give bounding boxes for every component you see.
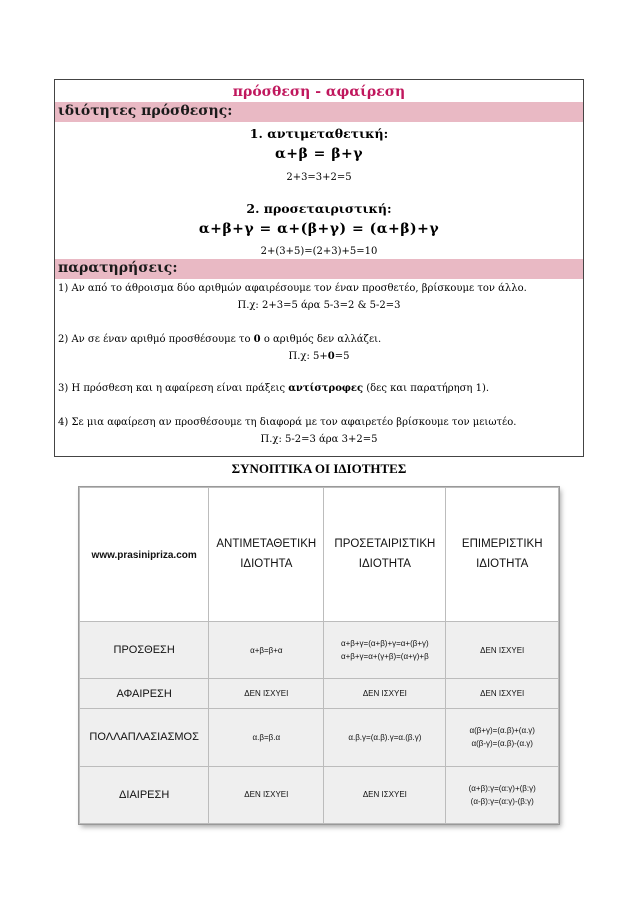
table-cell — [446, 766, 559, 823]
table-cell — [209, 621, 324, 678]
properties-table — [79, 487, 559, 824]
table-header-row — [80, 488, 559, 622]
cell-line: ΔΕΝ ΙΣΧΥΕΙ — [244, 790, 289, 800]
content-box — [54, 79, 584, 457]
column-header-1 — [209, 488, 324, 622]
column-header-line: ΙΔΙΟΤΗΤΑ — [240, 558, 293, 571]
associative-example: 2+(3+5)=(2+3)+5=10 — [260, 246, 378, 257]
remark-1-text: 1) Αν από το άθροισμα δύο αριθμών αφαιρέσουμε τον έναν προσθετέο, βρίσκουμε τον άλλο. — [58, 283, 527, 294]
remarks-heading-bar — [55, 259, 583, 279]
commutative-heading: 1. αντιμεταθετική: — [249, 126, 389, 141]
cell-line: ΔΕΝ ΙΣΧΥΕΙ — [362, 790, 407, 800]
table-cell — [209, 766, 324, 823]
cell-line: (α-β):γ=(α:γ)-(β:γ) — [470, 796, 534, 806]
table-cell — [324, 766, 446, 823]
commutative-formula: α+β = β+γ — [274, 146, 364, 162]
table-cell — [209, 709, 324, 766]
row-label: ΔΙΑΙΡΕΣΗ — [80, 766, 209, 823]
remark-2-text: 2) Αν σε έναν αριθμό προσθέσουμε το 0 ο αριθμός δεν αλλάζει. — [58, 334, 382, 345]
cell-line: α(β-γ)=(α.β)-(α.γ) — [471, 739, 533, 749]
cell-line: ΔΕΝ ΙΣΧΥΕΙ — [362, 689, 407, 699]
cell-line: α+β+γ=(α+β)+γ=α+(β+γ) — [340, 639, 429, 649]
table-row — [80, 679, 559, 709]
table-row — [80, 621, 559, 678]
site-label: www.prasinipriza.com — [91, 550, 197, 562]
remark-2-example: Π.χ: 5+0=5 — [288, 351, 350, 362]
cell-line: α(β+γ)=(α.β)+(α.γ) — [469, 726, 535, 736]
associative-formula: α+β+γ = α+(β+γ) = (α+β)+γ — [198, 221, 440, 237]
cell-line: α+β+γ=α+(γ+β)=(α+γ)+β — [340, 652, 429, 662]
row-label: ΠΡΟΣΘΕΣΗ — [80, 621, 209, 678]
column-header-line: ΕΠΙΜΕΡΙΣΤΙΚΗ — [461, 538, 543, 551]
table-cell — [324, 679, 446, 709]
column-header-3 — [446, 488, 559, 622]
column-header-line: ΙΔΙΟΤΗΤΑ — [476, 558, 529, 571]
summary-title: ΣΥΝΟΠΤΙΚΑ ΟΙ ΙΔΙΟΤΗΤΕΣ — [231, 461, 407, 476]
table-cell — [209, 679, 324, 709]
remarks-heading: παρατηρήσεις: — [58, 260, 178, 276]
row-label: ΠΟΛΛΑΠΛΑΣΙΑΣΜΟΣ — [80, 709, 209, 766]
associative-heading: 2. προσεταιριστική: — [246, 201, 392, 216]
row-label: ΑΦΑΙΡΕΣΗ — [80, 679, 209, 709]
cell-line: α.β=β.α — [252, 732, 281, 742]
properties-heading-bar — [55, 102, 583, 122]
table-cell — [324, 621, 446, 678]
cell-line: ΔΕΝ ΙΣΧΥΕΙ — [480, 645, 525, 655]
remark-4-text: 4) Σε μια αφαίρεση αν προσθέσουμε τη διαφορά με τον αφαιρετέο βρίσκουμε τον μειωτέο. — [58, 417, 517, 428]
table-cell — [324, 709, 446, 766]
cell-line: α.β.γ=(α.β).γ=α.(β.γ) — [348, 732, 422, 742]
column-header-line: ΠΡΟΣΕΤΑΙΡΙΣΤΙΚΗ — [334, 538, 436, 551]
cell-line: ΔΕΝ ΙΣΧΥΕΙ — [244, 689, 289, 699]
remark-4-example: Π.χ: 5-2=3 άρα 3+2=5 — [260, 434, 378, 445]
remark-1-example: Π.χ: 2+3=5 άρα 5-3=2 & 5-2=3 — [237, 300, 401, 311]
table-cell — [446, 679, 559, 709]
table-row — [80, 709, 559, 766]
page-title: πρόσθεση - αφαίρεση — [232, 84, 406, 100]
remark-3-text: 3) Η πρόσθεση και η αφαίρεση είναι πράξεις αντίστροφες (δες και παρατήρηση 1). — [58, 383, 490, 394]
column-header-2 — [324, 488, 446, 622]
commutative-example: 2+3=3+2=5 — [286, 172, 352, 183]
cell-line: ΔΕΝ ΙΣΧΥΕΙ — [480, 689, 525, 699]
cell-line: α+β=β+α — [250, 645, 283, 655]
column-header-line: ΙΔΙΟΤΗΤΑ — [358, 558, 411, 571]
properties-grid — [79, 487, 559, 824]
site-cell — [80, 488, 209, 622]
table-row — [80, 766, 559, 823]
column-header-line: ΑΝΤΙΜΕΤΑΘΕΤΙΚΗ — [216, 538, 317, 551]
cell-line: (α+β):γ=(α:γ)+(β:γ) — [468, 783, 536, 793]
table-cell — [446, 709, 559, 766]
table-cell — [446, 621, 559, 678]
properties-heading: ιδιότητες πρόσθεσης: — [58, 103, 233, 119]
